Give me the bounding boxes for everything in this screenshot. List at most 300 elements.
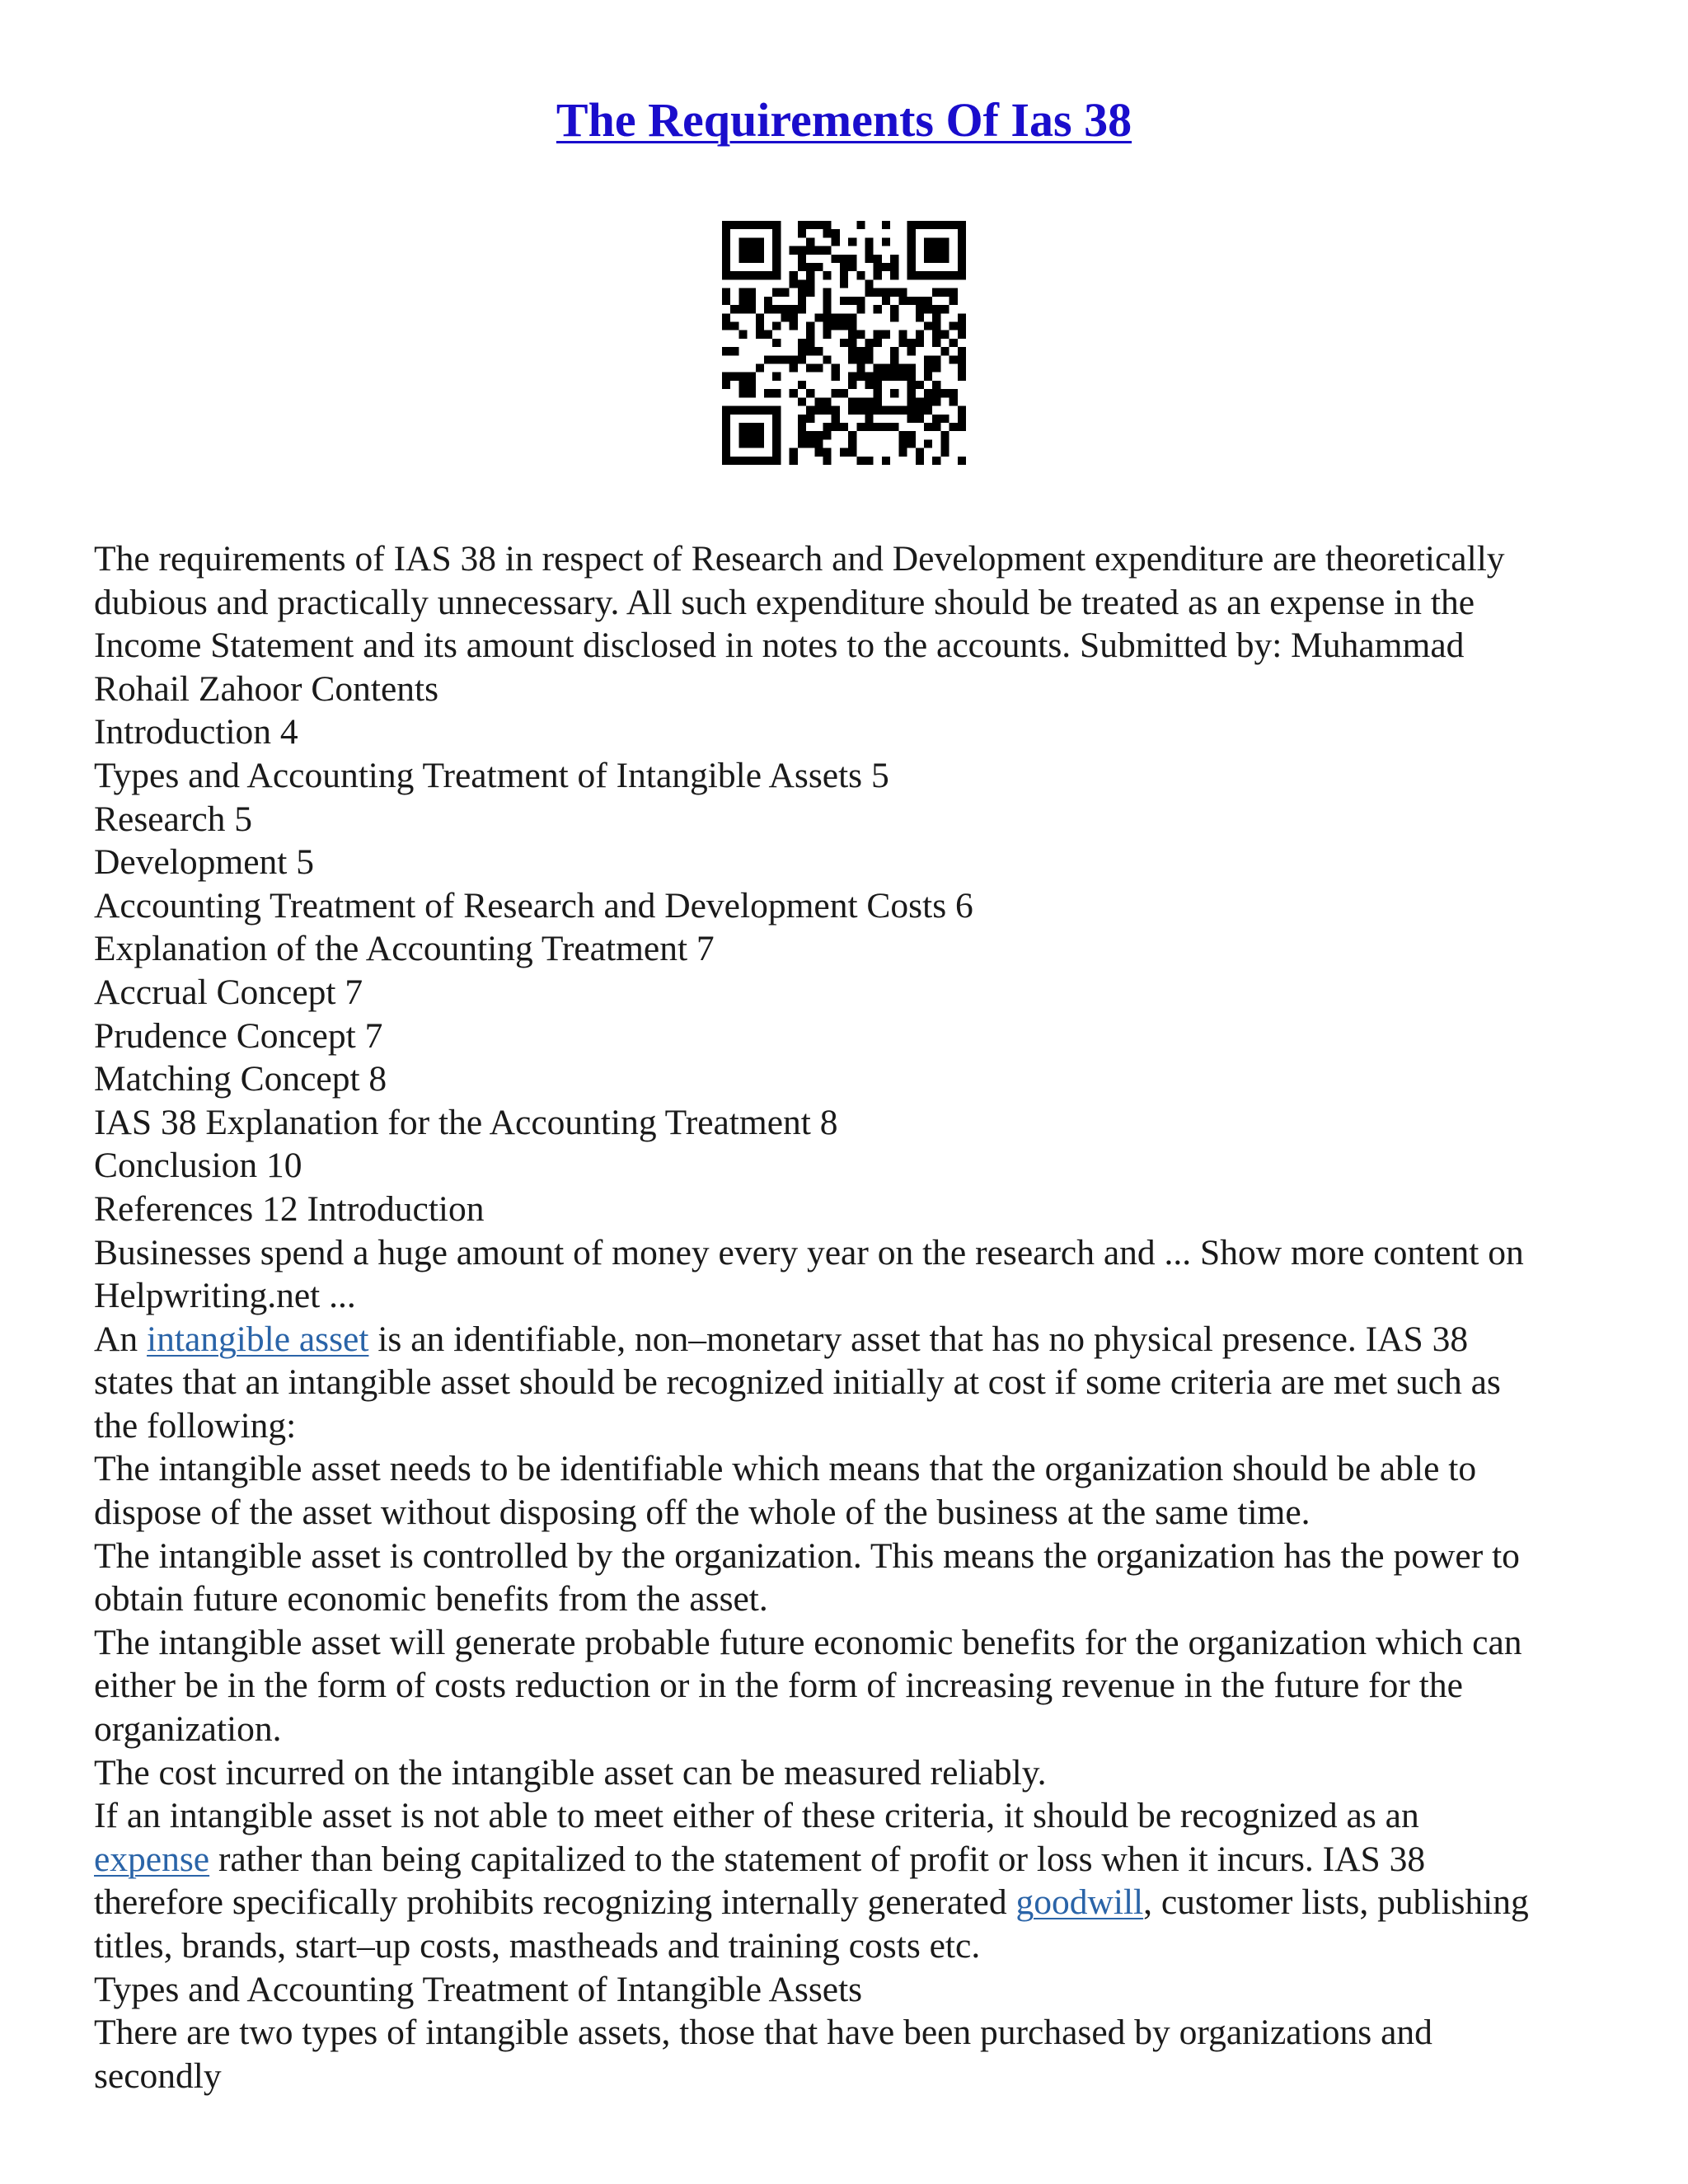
qr-module (932, 313, 940, 321)
qr-module (806, 288, 814, 297)
qr-module (806, 364, 814, 373)
qr-module (865, 406, 874, 415)
qr-module (722, 255, 730, 263)
qr-module (722, 263, 730, 271)
qr-module (874, 389, 882, 397)
qr-module (865, 288, 874, 297)
qr-module (958, 355, 966, 363)
text-segment: rather than being capitalized to the statement of profit or loss when it incurs. IAS 38 (209, 1839, 1426, 1879)
qr-module (738, 271, 747, 279)
qr-module (722, 246, 730, 255)
qr-module (798, 305, 806, 313)
qr-module (924, 237, 932, 246)
text-line (94, 1968, 1602, 2012)
qr-module (722, 457, 730, 465)
text-line (94, 1664, 1602, 1708)
qr-module (907, 271, 916, 279)
qr-module (950, 339, 958, 347)
qr-module (916, 297, 924, 305)
qr-module (907, 381, 916, 389)
qr-module (940, 389, 949, 397)
qr-module (772, 439, 781, 448)
text-line (94, 1144, 1602, 1188)
qr-module (924, 297, 932, 305)
qr-module (916, 305, 924, 313)
qr-module (848, 355, 856, 363)
qr-module (781, 313, 789, 321)
qr-module (924, 439, 932, 448)
qr-module (806, 246, 814, 255)
qr-module (730, 406, 738, 415)
document-title-link[interactable]: The Requirements Of Ias 38 (556, 93, 1132, 147)
qr-module (940, 271, 949, 279)
qr-module (916, 313, 924, 321)
qr-module (832, 313, 840, 321)
inline-link[interactable]: goodwill (1015, 1882, 1144, 1923)
qr-module (814, 221, 823, 229)
qr-module (958, 321, 966, 330)
qr-module (823, 305, 831, 313)
qr-module (730, 321, 738, 330)
qr-module (781, 355, 789, 363)
qr-module (865, 237, 874, 246)
qr-module (874, 423, 882, 431)
text-segment: obtain future economic benefits from the asset. (94, 1579, 768, 1619)
qr-module (748, 439, 756, 448)
qr-module (874, 339, 882, 347)
qr-module (764, 355, 772, 363)
qr-module (890, 263, 898, 271)
text-line (94, 1447, 1602, 1491)
qr-module (806, 271, 814, 279)
text-line (94, 2011, 1602, 2055)
qr-module (790, 364, 798, 373)
qr-module (738, 431, 747, 439)
qr-module (764, 406, 772, 415)
qr-module (874, 271, 882, 279)
qr-module (916, 397, 924, 405)
qr-module (823, 221, 831, 229)
qr-module (840, 263, 848, 271)
qr-module (748, 237, 756, 246)
qr-module (856, 397, 865, 405)
text-line (94, 1231, 1602, 1275)
qr-module (772, 423, 781, 431)
qr-module (958, 406, 966, 415)
text-line (94, 668, 1602, 711)
qr-module (907, 347, 916, 355)
text-line (94, 1621, 1602, 1665)
text-segment: therefore specifically prohibits recognizing internally generated (94, 1882, 1016, 1923)
text-line (94, 927, 1602, 971)
qr-module (848, 255, 856, 263)
text-segment: Income Statement and its amount disclosed in notes to the accounts. Submitted by: Muhammad (94, 626, 1465, 666)
qr-module (890, 305, 898, 313)
qr-module (907, 229, 916, 237)
qr-module (806, 406, 814, 415)
qr-module (738, 288, 747, 297)
qr-module (823, 288, 831, 297)
qr-module (781, 305, 789, 313)
qr-module (916, 221, 924, 229)
qr-module (958, 237, 966, 246)
qr-module (772, 305, 781, 313)
qr-module (832, 406, 840, 415)
qr-module (865, 355, 874, 363)
qr-module (958, 330, 966, 339)
qr-module (764, 305, 772, 313)
qr-module (958, 347, 966, 355)
qr-module (890, 255, 898, 263)
qr-module (722, 373, 730, 381)
text-line (94, 581, 1602, 625)
qr-module (806, 415, 814, 423)
qr-module (874, 288, 882, 297)
qr-module (874, 255, 882, 263)
qr-module (882, 263, 890, 271)
qr-module (722, 321, 730, 330)
qr-module (932, 457, 940, 465)
qr-module (924, 305, 932, 313)
qr-module (790, 355, 798, 363)
qr-module (916, 381, 924, 389)
qr-module (932, 381, 940, 389)
qr-module (932, 237, 940, 246)
text-line (94, 1101, 1602, 1145)
text-segment: Development 5 (94, 842, 314, 883)
text-segment: Businesses spend a huge amount of money every year on the research and ... Show more content on (94, 1232, 1524, 1272)
qr-module (790, 279, 798, 288)
qr-module (730, 305, 738, 313)
qr-module (738, 381, 747, 389)
text-segment: Helpwriting.net ... (94, 1276, 356, 1316)
qr-module (907, 246, 916, 255)
qr-module (932, 288, 940, 297)
qr-module (840, 389, 848, 397)
qr-module (798, 263, 806, 271)
qr-module (932, 305, 940, 313)
text-segment: organization. (94, 1709, 282, 1750)
qr-module (764, 389, 772, 397)
qr-module (772, 339, 781, 347)
qr-module (898, 439, 907, 448)
qr-module (940, 415, 949, 423)
qr-module (890, 373, 898, 381)
text-segment: the following: (94, 1405, 297, 1446)
qr-module (832, 229, 840, 237)
qr-module (823, 423, 831, 431)
text-line (94, 1838, 1602, 1882)
qr-module (856, 305, 865, 313)
text-segment: Rohail Zahoor Contents (94, 668, 439, 709)
qr-module (756, 423, 764, 431)
qr-module (848, 347, 856, 355)
qr-module (950, 355, 958, 363)
qr-module (848, 339, 856, 347)
qr-module (932, 389, 940, 397)
qr-module (907, 237, 916, 246)
qr-module (738, 255, 747, 263)
qr-module (848, 330, 856, 339)
qr-module (730, 271, 738, 279)
qr-module (756, 406, 764, 415)
qr-module (722, 288, 730, 297)
qr-module (874, 373, 882, 381)
qr-module (874, 381, 882, 389)
qr-module (890, 423, 898, 431)
qr-module (798, 229, 806, 237)
qr-module (916, 448, 924, 457)
qr-module (790, 305, 798, 313)
qr-module (738, 457, 747, 465)
text-segment: References 12 Introduction (94, 1188, 485, 1229)
qr-module (756, 330, 764, 339)
qr-module (958, 364, 966, 373)
document-body (94, 537, 1602, 2097)
qr-module (898, 448, 907, 457)
qr-module (840, 271, 848, 279)
qr-module (738, 389, 747, 397)
qr-module (798, 279, 806, 288)
qr-module (722, 423, 730, 431)
qr-module (907, 415, 916, 423)
qr-module (874, 364, 882, 373)
text-line (94, 2055, 1602, 2098)
qr-module (756, 431, 764, 439)
qr-module (798, 431, 806, 439)
qr-module (798, 288, 806, 297)
qr-module (748, 246, 756, 255)
qr-module (840, 255, 848, 263)
qr-module (798, 339, 806, 347)
text-line (94, 1274, 1602, 1318)
qr-module (772, 246, 781, 255)
qr-module (722, 415, 730, 423)
qr-module (950, 423, 958, 431)
qr-module (958, 246, 966, 255)
qr-module (890, 313, 898, 321)
qr-module (722, 229, 730, 237)
qr-module (958, 221, 966, 229)
text-segment: is an identifiable, non–monetary asset that has no physical presence. IAS 38 (368, 1319, 1469, 1359)
qr-module (748, 288, 756, 297)
qr-module (890, 271, 898, 279)
qr-module (848, 381, 856, 389)
document-title-container (0, 89, 1688, 152)
qr-module (890, 364, 898, 373)
qr-module (848, 321, 856, 330)
qr-module (898, 406, 907, 415)
qr-module (865, 381, 874, 389)
qr-module (772, 288, 781, 297)
qr-module (756, 364, 764, 373)
qr-module (756, 457, 764, 465)
qr-module (730, 373, 738, 381)
qr-module (874, 397, 882, 405)
qr-module (840, 297, 848, 305)
qr-module (832, 364, 840, 373)
qr-module (748, 406, 756, 415)
qr-module (932, 246, 940, 255)
qr-module (722, 313, 730, 321)
text-line (94, 1794, 1602, 1838)
qr-module (722, 448, 730, 457)
qr-module (832, 415, 840, 423)
qr-module (874, 263, 882, 271)
qr-module (958, 373, 966, 381)
qr-module (916, 406, 924, 415)
qr-module (940, 305, 949, 313)
qr-module (856, 297, 865, 305)
qr-module (882, 237, 890, 246)
qr-module (950, 397, 958, 405)
qr-module (907, 255, 916, 263)
qr-module (865, 373, 874, 381)
qr-module (924, 321, 932, 330)
text-line (94, 1015, 1602, 1058)
qr-module (798, 439, 806, 448)
qr-module (932, 271, 940, 279)
qr-module (764, 457, 772, 465)
qr-module (848, 431, 856, 439)
qr-module (814, 406, 823, 415)
qr-module (882, 423, 890, 431)
qr-module (958, 255, 966, 263)
qr-module (814, 448, 823, 457)
qr-module (814, 439, 823, 448)
text-line (94, 1881, 1602, 1924)
qr-module (924, 255, 932, 263)
qr-module (814, 263, 823, 271)
qr-module (790, 313, 798, 321)
qr-module (865, 339, 874, 347)
text-segment: If an intangible asset is not able to meet either of these criteria, it should be recognized as an (94, 1796, 1419, 1836)
qr-module (898, 330, 907, 339)
qr-module (932, 221, 940, 229)
qr-module (924, 364, 932, 373)
text-segment: Conclusion 10 (94, 1146, 302, 1186)
qr-module (806, 339, 814, 347)
qr-module (806, 221, 814, 229)
qr-module (756, 237, 764, 246)
text-line (94, 1708, 1602, 1751)
qr-module (958, 263, 966, 271)
qr-module (950, 321, 958, 330)
qr-module (882, 364, 890, 373)
qr-module (738, 305, 747, 313)
qr-module (738, 297, 747, 305)
qr-module (730, 347, 738, 355)
qr-module (756, 246, 764, 255)
qr-module (832, 423, 840, 431)
qr-module (932, 364, 940, 373)
qr-module (940, 288, 949, 297)
qr-module (940, 237, 949, 246)
text-segment: An (94, 1319, 148, 1359)
text-line (94, 1188, 1602, 1231)
qr-module (958, 415, 966, 423)
qr-module (932, 355, 940, 363)
qr-module (823, 406, 831, 415)
qr-module (916, 271, 924, 279)
qr-module (798, 246, 806, 255)
qr-module (848, 406, 856, 415)
qr-module (798, 415, 806, 423)
qr-module (940, 330, 949, 339)
qr-module (848, 397, 856, 405)
qr-module (856, 347, 865, 355)
qr-module (722, 381, 730, 389)
inline-link[interactable]: intangible asset (147, 1319, 369, 1359)
qr-module (823, 229, 831, 237)
qr-module (790, 246, 798, 255)
qr-module (738, 373, 747, 381)
text-segment: Prudence Concept 7 (94, 1015, 383, 1056)
qr-module (924, 389, 932, 397)
text-line (94, 1491, 1602, 1535)
qr-module (823, 297, 831, 305)
qr-module (764, 271, 772, 279)
qr-module (907, 364, 916, 373)
qr-module (832, 321, 840, 330)
qr-module (882, 373, 890, 381)
qr-module (738, 246, 747, 255)
qr-module (738, 237, 747, 246)
qr-module (806, 439, 814, 448)
text-line (94, 754, 1602, 798)
qr-module (950, 271, 958, 279)
qr-module (748, 255, 756, 263)
text-line (94, 1924, 1602, 1968)
text-line (94, 1057, 1602, 1101)
qr-module (806, 330, 814, 339)
qr-module (790, 457, 798, 465)
qr-module (823, 330, 831, 339)
qr-module (890, 389, 898, 397)
qr-module (722, 221, 730, 229)
qr-module (932, 321, 940, 330)
text-line (94, 1361, 1602, 1404)
qr-module (806, 263, 814, 271)
qr-module (907, 431, 916, 439)
qr-module (798, 381, 806, 389)
qr-module (798, 297, 806, 305)
qr-module (950, 221, 958, 229)
qr-module (806, 237, 814, 246)
qr-module (806, 279, 814, 288)
qr-module (882, 288, 890, 297)
qr-module (748, 389, 756, 397)
qr-module (832, 373, 840, 381)
qr-module (722, 237, 730, 246)
qr-module (722, 297, 730, 305)
qr-module (840, 448, 848, 457)
inline-link[interactable]: expense (94, 1839, 210, 1879)
qr-module (890, 347, 898, 355)
qr-module (772, 237, 781, 246)
text-segment: The intangible asset is controlled by the organization. This means the organization has the power to (94, 1535, 1520, 1576)
qr-module (772, 255, 781, 263)
qr-module (814, 364, 823, 373)
text-segment: The intangible asset needs to be identifiable which means that the organization should be able to (94, 1449, 1477, 1489)
text-segment: Accounting Treatment of Research and Development Costs 6 (94, 885, 973, 926)
text-line (94, 624, 1602, 668)
qr-module (756, 321, 764, 330)
qr-module (781, 288, 789, 297)
qr-module (748, 305, 756, 313)
qr-module (856, 406, 865, 415)
text-segment: The requirements of IAS 38 in respect of Research and Development expenditure are theoretically (94, 539, 1505, 579)
